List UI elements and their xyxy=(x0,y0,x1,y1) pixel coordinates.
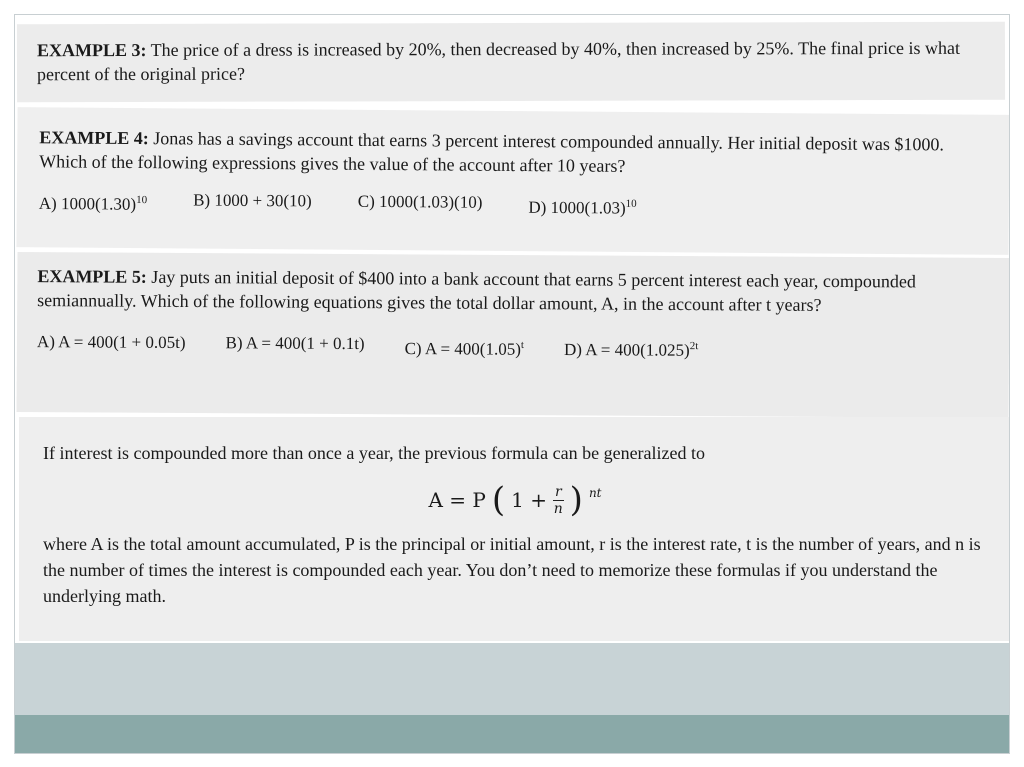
example-4-choice-a xyxy=(39,187,147,217)
general-explanation: where A is the total amount accumulated, P is the principal or initial amount, r is the interest rate, t is the number of years, and n is the number of times the interest is compounded each year. You don’t need to memorize these formulas if you understand the underlying math. xyxy=(43,534,981,606)
example-5-text xyxy=(37,264,989,318)
choice-text: D) 1000(1.03) xyxy=(528,197,626,218)
choice-text: C) 1000(1.03)(10) xyxy=(357,191,483,212)
example-5-choice-b xyxy=(225,331,364,361)
general-intro: If interest is compounded more than once a year, the previous formula can be generalized to xyxy=(43,443,706,463)
example-4-body: Jonas has a savings account that earns 3 percent interest compounded annually. Her initial deposit was $1000. Which of the following expressions gives the value of the account after 10 years? xyxy=(39,128,945,176)
example-4-choice-c xyxy=(358,190,483,220)
footer-band-dark xyxy=(15,715,1009,754)
choice-exponent: 10 xyxy=(625,197,637,210)
example-3-body: The price of a dress is increased by 20%, then decreased by 40%, then increased by 25%. The final price is what percent of the original price? xyxy=(37,37,961,85)
example-5-card xyxy=(17,252,1010,418)
example-3-card xyxy=(17,22,1005,103)
example-3-label: EXAMPLE 3: xyxy=(36,39,147,61)
example-5-label: EXAMPLE 5: xyxy=(37,266,147,287)
choice-text: C) A = 400(1.05) xyxy=(404,338,521,359)
example-3-text xyxy=(37,36,985,86)
slide xyxy=(14,14,1010,754)
example-5-choice-d xyxy=(564,333,698,362)
formula-lhs: A = P xyxy=(428,488,486,512)
formula-denominator: n xyxy=(553,500,563,517)
formula-right-paren: ) xyxy=(569,480,583,520)
example-5-body: Jay puts an initial deposit of $400 into a bank account that earns 5 percent interest each year, compounded semiannually. Which of the following equations gives the total dollar amount, A, in the account after t years? xyxy=(37,266,916,315)
example-4-choice-b xyxy=(193,188,312,218)
choice-text: B) A = 400(1 + 0.1t) xyxy=(225,333,365,354)
formula-one-plus: 1 + xyxy=(511,488,547,512)
formula-exponent: nt xyxy=(588,486,602,500)
example-5-choice-a xyxy=(37,330,186,360)
choice-text: D) A = 400(1.025) xyxy=(563,339,690,360)
choice-exponent: t xyxy=(520,339,525,352)
formula-fraction xyxy=(553,484,564,517)
choice-exponent: 2t xyxy=(689,340,699,353)
choice-text: A) 1000(1.30) xyxy=(38,193,137,214)
compound-interest-formula xyxy=(43,480,987,520)
choice-exponent: 10 xyxy=(136,194,148,207)
example-4-choices xyxy=(39,187,989,223)
example-4-card xyxy=(16,107,1009,255)
formula-numerator: r xyxy=(554,483,562,500)
example-4-choice-d xyxy=(528,191,636,221)
choice-text: A) A = 400(1 + 0.05t) xyxy=(36,332,186,352)
example-5-choice-c xyxy=(405,332,525,361)
formula-left-paren: ( xyxy=(491,480,506,520)
example-4-text xyxy=(39,125,989,180)
choice-text: B) 1000 + 30(10) xyxy=(193,190,312,211)
general-formula-card xyxy=(19,417,1009,641)
example-4-label: EXAMPLE 4: xyxy=(39,127,149,149)
example-5-choices xyxy=(37,330,989,364)
